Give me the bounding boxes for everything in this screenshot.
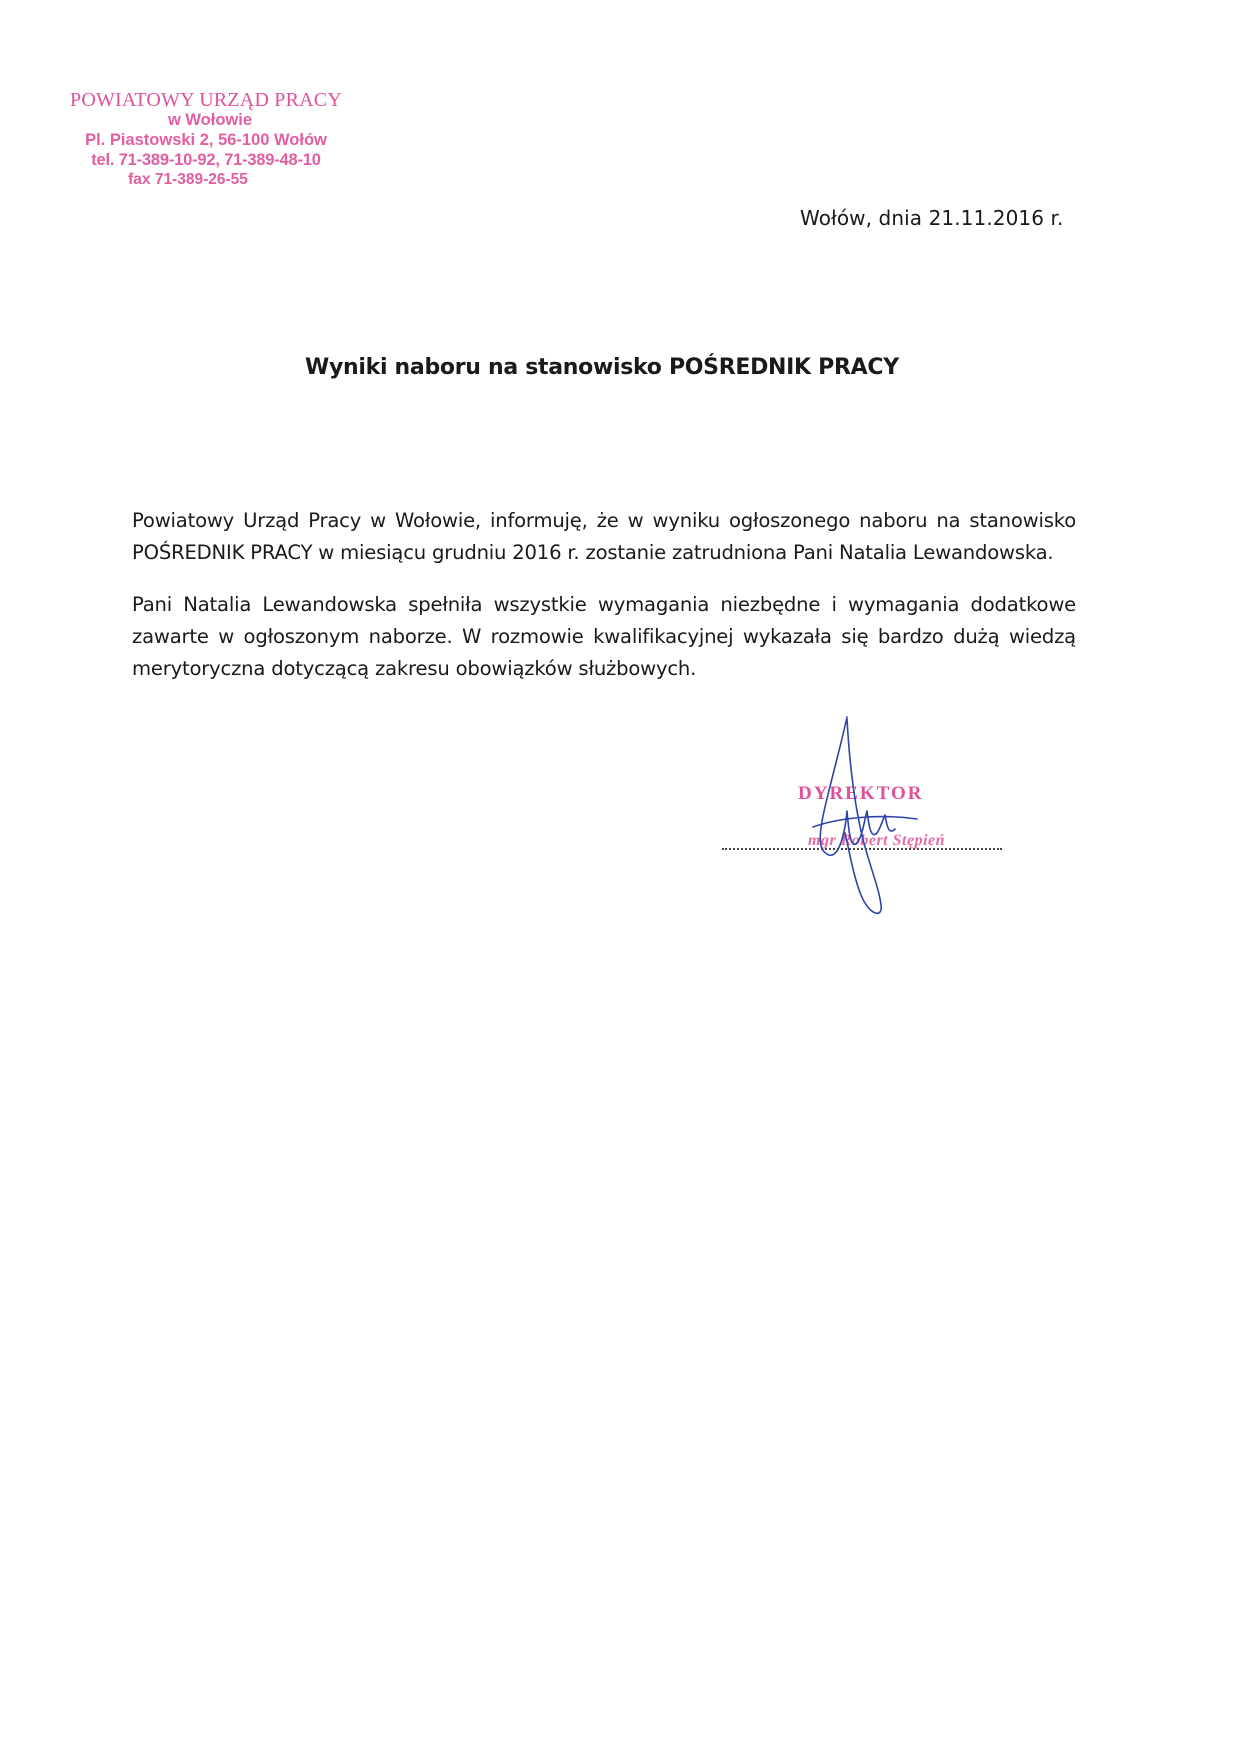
stamp-fax: fax 71-389-26-55 xyxy=(128,171,248,188)
body-paragraph: Powiatowy Urząd Pracy w Wołowie, informuję, że w wyniku ogłoszonego naboru na stanowisko POŚREDNIK PRACY w miesiącu grudniu 2016 r. zostanie zatrudniona Pani Natalia Lewandowska. xyxy=(132,509,1076,564)
handwritten-signature xyxy=(805,715,975,920)
stamp-address: Pl. Piastowski 2, 56-100 Wołów xyxy=(85,131,327,149)
signature-stamp-title: DYREKTOR xyxy=(798,783,924,804)
stamp-org-name: POWIATOWY URZĄD PRACY xyxy=(70,89,342,111)
stamp-phones: tel. 71-389-10-92, 71-389-48-10 xyxy=(91,151,321,169)
document-title: Wyniki naboru na stanowisko POŚREDNIK PRACY xyxy=(305,355,899,380)
office-stamp xyxy=(66,90,346,190)
body-paragraph: Pani Natalia Lewandowska spełniła wszystkie wymagania niezbędne i wymagania dodatkowe zawarte w ogłoszonym naborze. W rozmowie kwalifikacyjnej wykazała się bardzo dużą wiedzą merytoryczna dotyczącą zakresu obowiązków służbowych. xyxy=(132,593,1076,680)
signature-stamp-name: mgr Robert Stępień xyxy=(808,832,946,849)
document-body xyxy=(132,505,1076,705)
stamp-city: w Wołowie xyxy=(167,111,253,129)
document-date: Wołów, dnia 21.11.2016 r. xyxy=(800,206,1064,230)
